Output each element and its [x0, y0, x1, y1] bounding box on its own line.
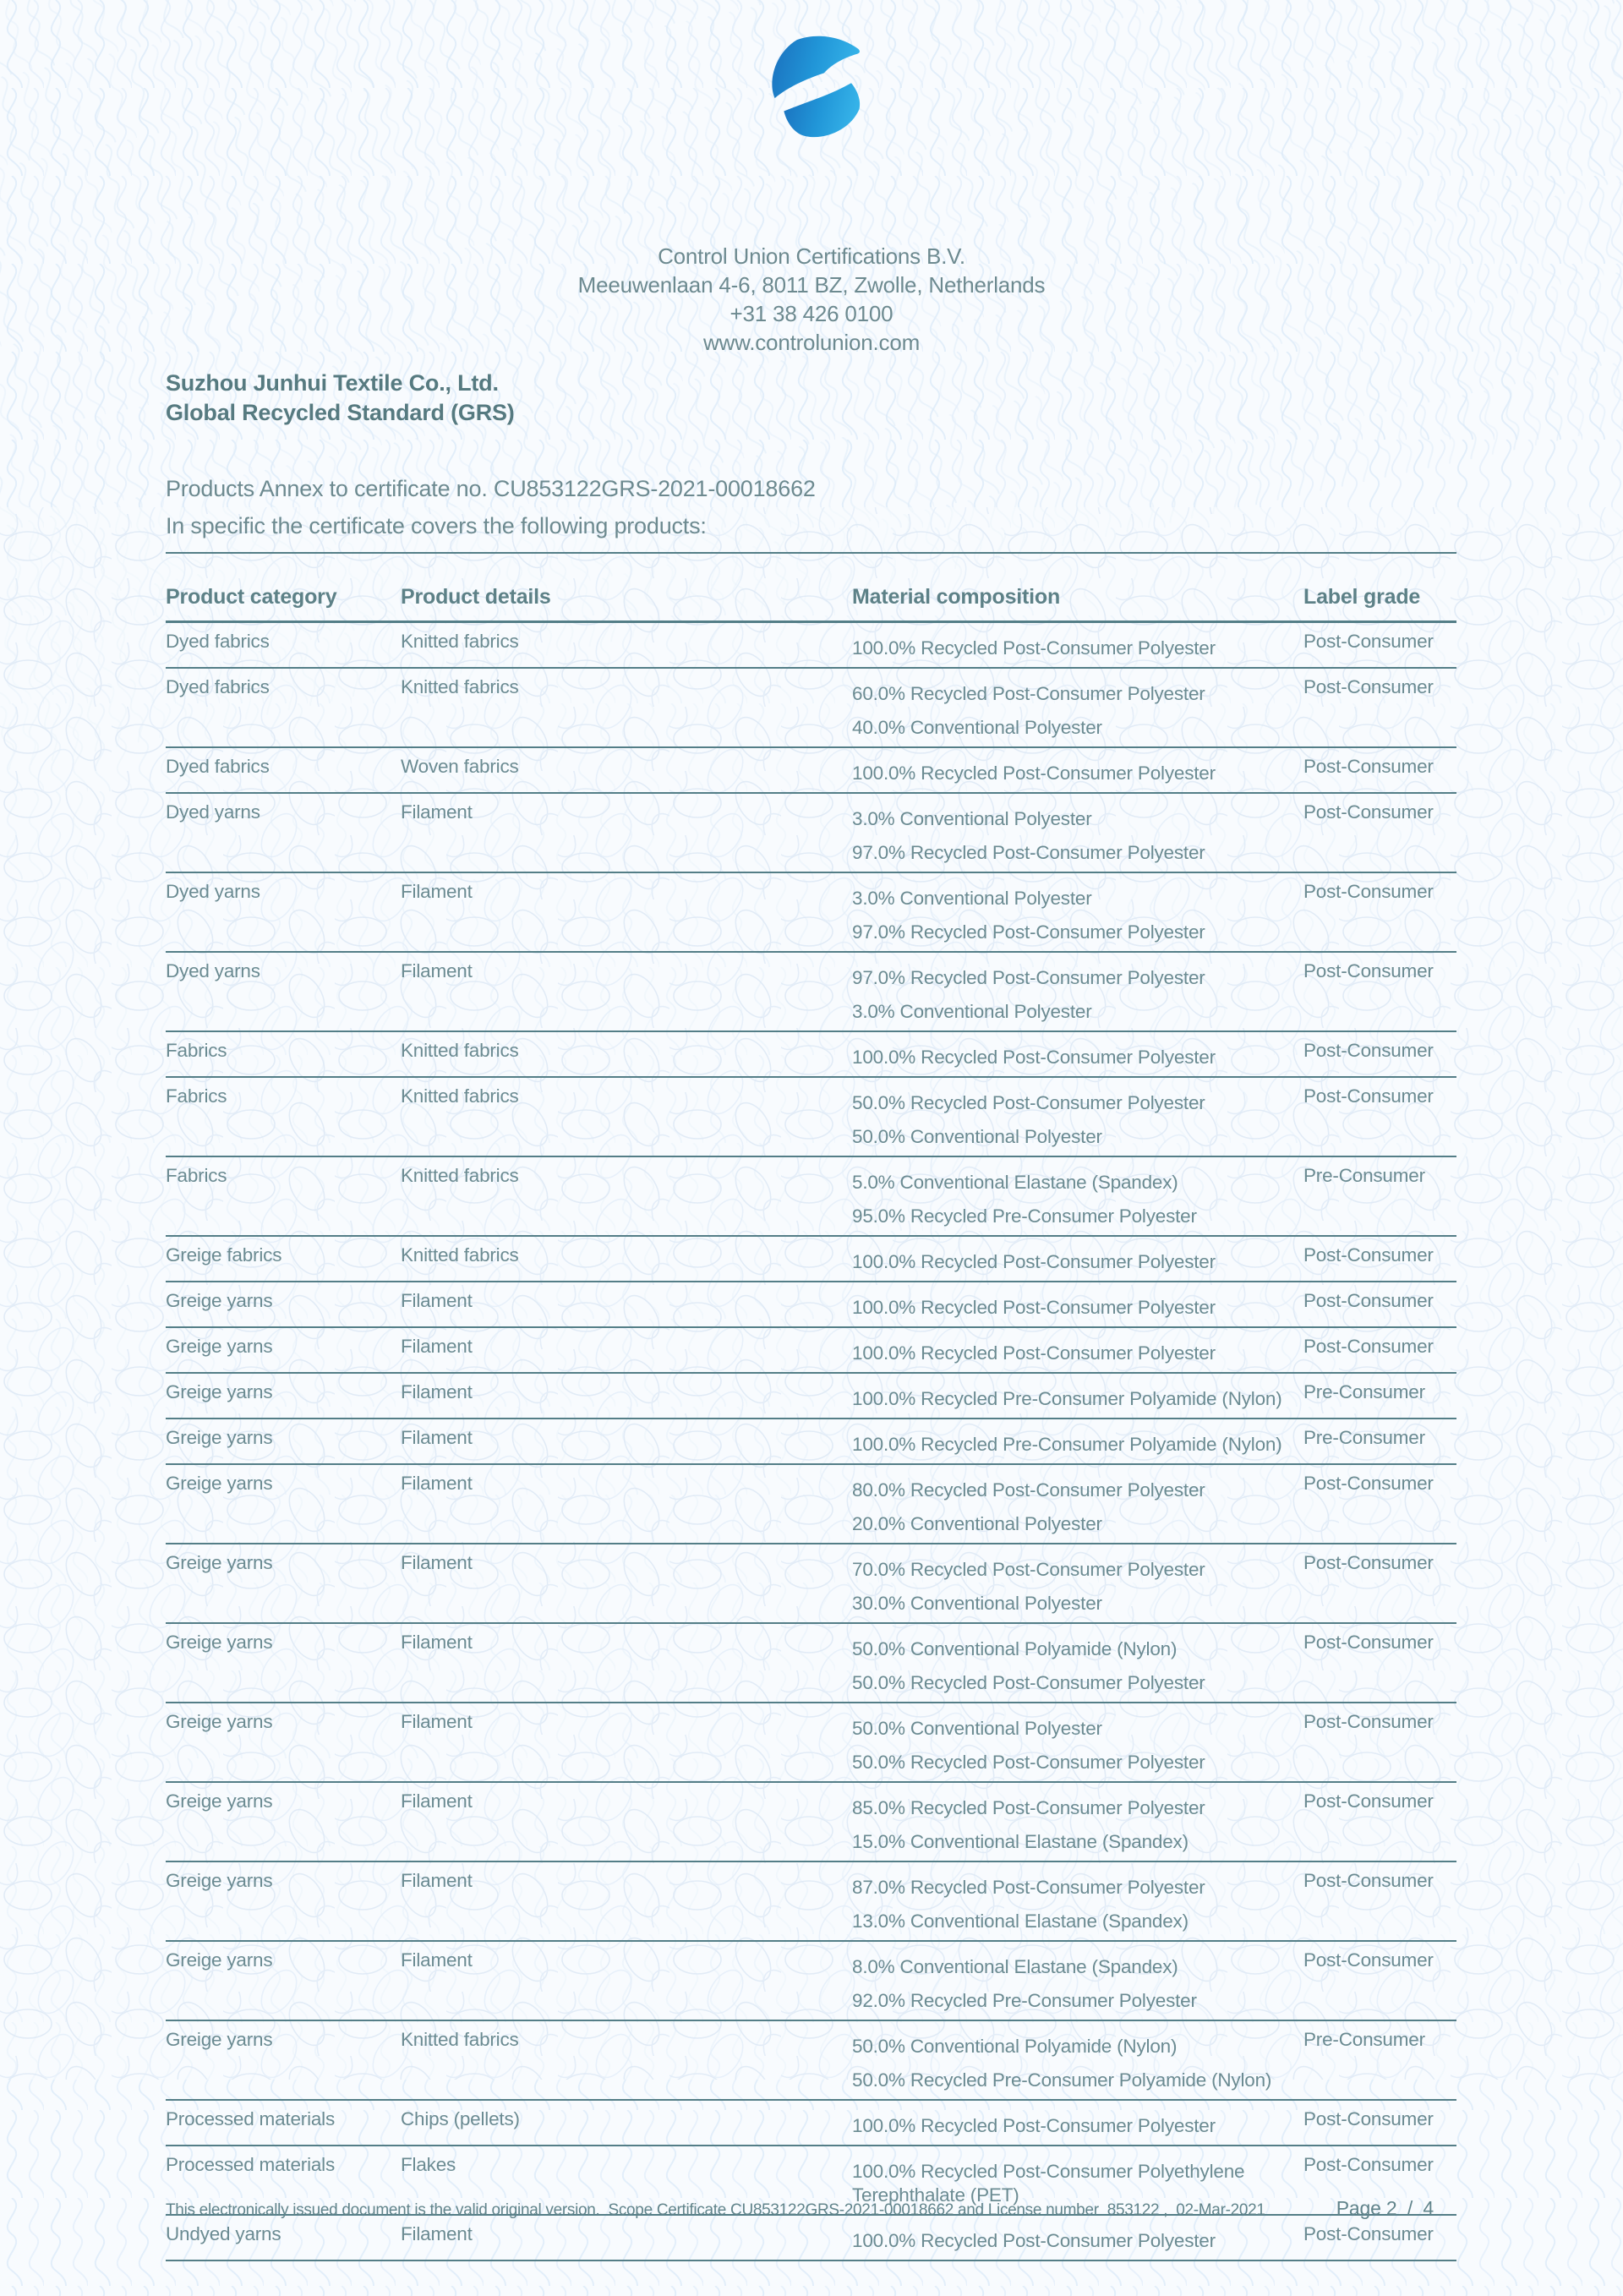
table-row [166, 1703, 1456, 1782]
product-details-cell: Filament [401, 2223, 473, 2244]
label-grade-cell: Post-Consumer [1303, 1870, 1434, 1891]
composition-line: 50.0% Recycled Post-Consumer Polyester [852, 1672, 1205, 1693]
issuer-address-line: Meeuwenlaan 4-6, 8011 BZ, Zwolle, Netherlands [577, 272, 1046, 298]
label-grade-cell: Post-Consumer [1303, 676, 1434, 697]
product-details-cell: Filament [401, 1427, 473, 1448]
table-row [166, 1623, 1456, 1703]
product-category-cell: Greige yarns [166, 1290, 273, 1311]
product-details-cell: Filament [401, 960, 473, 981]
certificate-holder-block [166, 369, 515, 428]
material-composition-cell [852, 1236, 1303, 1282]
table-header-row [166, 553, 1456, 622]
material-composition-cell [852, 1941, 1303, 2020]
label-grade-cell: Post-Consumer [1303, 2154, 1434, 2175]
annex-subtitle: In specific the certificate covers the following products: [166, 513, 707, 538]
label-grade-cell: Post-Consumer [1303, 1085, 1434, 1107]
label-grade-cell: Pre-Consumer [1303, 1381, 1425, 1402]
material-composition-cell [852, 1419, 1303, 1464]
label-grade-cell: Post-Consumer [1303, 2223, 1434, 2244]
table-row [166, 1544, 1456, 1623]
composition-line: 100.0% Recycled Post-Consumer Polyester [852, 1297, 1216, 1318]
product-category-cell: Greige yarns [166, 1552, 273, 1573]
composition-line: 92.0% Recycled Pre-Consumer Polyester [852, 1990, 1197, 2011]
product-category-cell: Dyed fabrics [166, 631, 270, 652]
composition-line: 100.0% Recycled Post-Consumer Polyester [852, 1251, 1216, 1272]
table-row [166, 1419, 1456, 1464]
issuer-address-line: +31 38 426 0100 [730, 301, 893, 326]
product-details-cell: Knitted fabrics [401, 631, 519, 652]
composition-line: 85.0% Recycled Post-Consumer Polyester [852, 1797, 1205, 1818]
product-category-cell: Greige yarns [166, 1427, 273, 1448]
material-composition-cell [852, 1703, 1303, 1782]
annex-title: Products Annex to certificate no. CU853122GRS-2021-00018662 [166, 476, 816, 501]
material-composition-cell [852, 622, 1303, 669]
composition-line: 70.0% Recycled Post-Consumer Polyester [852, 1559, 1205, 1580]
material-composition-cell [852, 2215, 1303, 2260]
label-grade-cell: Pre-Consumer [1303, 1165, 1425, 1186]
product-category-cell: Greige yarns [166, 1473, 273, 1494]
product-details-cell: Knitted fabrics [401, 1244, 519, 1266]
label-grade-cell: Post-Consumer [1303, 1290, 1434, 1311]
composition-line: 50.0% Conventional Polyester [852, 1718, 1102, 1739]
product-details-cell: Knitted fabrics [401, 1085, 519, 1107]
label-grade-cell: Post-Consumer [1303, 756, 1434, 777]
product-category-cell: Fabrics [166, 1165, 227, 1186]
product-category-cell: Greige yarns [166, 1711, 273, 1732]
material-composition-cell [852, 1031, 1303, 1077]
page-indicator: Page 2 / 4 [1336, 2197, 1434, 2219]
table-row [166, 747, 1456, 793]
control-union-logo [763, 34, 865, 140]
composition-line: 3.0% Conventional Polyester [852, 1001, 1092, 1022]
table-row [166, 1861, 1456, 1941]
composition-line: 100.0% Recycled Post-Consumer Polyethylene Terephthalate (PET) [852, 2161, 1245, 2206]
holder-name: Suzhou Junhui Textile Co., Ltd. [166, 370, 499, 396]
composition-line: 5.0% Conventional Elastane (Spandex) [852, 1172, 1178, 1193]
composition-line: 13.0% Conventional Elastane (Spandex) [852, 1911, 1189, 1932]
product-category-cell: Dyed yarns [166, 881, 260, 902]
table-row [166, 1236, 1456, 1282]
label-grade-cell: Post-Consumer [1303, 1949, 1434, 1971]
issuer-address-block [0, 242, 1623, 357]
col-header-product-category: Product category [166, 585, 337, 609]
table-row [166, 1327, 1456, 1373]
label-grade-cell: Post-Consumer [1303, 1552, 1434, 1573]
table-row [166, 872, 1456, 952]
material-composition-cell [852, 793, 1303, 872]
col-header-material-composition: Material composition [852, 585, 1061, 609]
composition-line: 3.0% Conventional Polyester [852, 888, 1092, 909]
material-composition-cell [852, 1282, 1303, 1327]
control-union-logo-icon [763, 34, 865, 140]
product-details-cell: Filament [401, 1381, 473, 1402]
label-grade-cell: Post-Consumer [1303, 881, 1434, 902]
product-category-cell: Fabrics [166, 1040, 227, 1061]
material-composition-cell [852, 1373, 1303, 1419]
issuer-address-line: Control Union Certifications B.V. [658, 243, 965, 269]
composition-line: 100.0% Recycled Pre-Consumer Polyamide (Nylon) [852, 1388, 1282, 1409]
material-composition-cell [852, 1464, 1303, 1544]
table-row [166, 2100, 1456, 2146]
product-category-cell: Greige yarns [166, 1336, 273, 1357]
product-details-cell: Knitted fabrics [401, 1165, 519, 1186]
product-details-cell: Knitted fabrics [401, 2029, 519, 2050]
composition-line: 87.0% Recycled Post-Consumer Polyester [852, 1877, 1205, 1898]
label-grade-cell: Post-Consumer [1303, 1244, 1434, 1266]
composition-line: 20.0% Conventional Polyester [852, 1513, 1102, 1534]
product-details-cell: Knitted fabrics [401, 676, 519, 697]
page-footer [166, 2197, 1434, 2220]
table-row [166, 668, 1456, 747]
label-grade-cell: Post-Consumer [1303, 801, 1434, 823]
label-grade-cell: Post-Consumer [1303, 1336, 1434, 1357]
standard-name: Global Recycled Standard (GRS) [166, 400, 515, 425]
product-category-cell: Greige fabrics [166, 1244, 282, 1266]
composition-line: 50.0% Recycled Post-Consumer Polyester [852, 1752, 1205, 1773]
material-composition-cell [852, 872, 1303, 952]
table-row [166, 2215, 1456, 2260]
composition-line: 100.0% Recycled Post-Consumer Polyester [852, 763, 1216, 784]
composition-line: 40.0% Conventional Polyester [852, 717, 1102, 738]
product-category-cell: Greige yarns [166, 2029, 273, 2050]
composition-line: 50.0% Conventional Polyester [852, 1126, 1102, 1147]
composition-line: 100.0% Recycled Post-Consumer Polyester [852, 637, 1216, 659]
product-category-cell: Greige yarns [166, 1870, 273, 1891]
col-header-product-details: Product details [401, 585, 551, 609]
product-category-cell: Dyed fabrics [166, 676, 270, 697]
col-header-label-grade: Label grade [1303, 585, 1421, 609]
product-category-cell: Greige yarns [166, 1632, 273, 1653]
composition-line: 3.0% Conventional Polyester [852, 808, 1092, 829]
product-details-cell: Filament [401, 881, 473, 902]
material-composition-cell [852, 1544, 1303, 1623]
table-row [166, 793, 1456, 872]
material-composition-cell [852, 668, 1303, 747]
composition-line: 95.0% Recycled Pre-Consumer Polyester [852, 1205, 1197, 1227]
label-grade-cell: Post-Consumer [1303, 1473, 1434, 1494]
table-row [166, 1782, 1456, 1861]
product-category-cell: Processed materials [166, 2108, 336, 2129]
product-details-cell: Flakes [401, 2154, 456, 2175]
composition-line: 50.0% Conventional Polyamide (Nylon) [852, 2036, 1178, 2057]
product-category-cell: Dyed yarns [166, 801, 260, 823]
products-table [166, 552, 1456, 2261]
composition-line: 100.0% Recycled Post-Consumer Polyester [852, 2230, 1216, 2251]
product-details-cell: Knitted fabrics [401, 1040, 519, 1061]
table-row [166, 622, 1456, 669]
label-grade-cell: Post-Consumer [1303, 1040, 1434, 1061]
table-row [166, 1077, 1456, 1156]
label-grade-cell: Pre-Consumer [1303, 1427, 1425, 1448]
table-row [166, 1031, 1456, 1077]
material-composition-cell [852, 2020, 1303, 2100]
table-row [166, 1464, 1456, 1544]
product-details-cell: Filament [401, 1632, 473, 1653]
product-category-cell: Dyed yarns [166, 960, 260, 981]
material-composition-cell [852, 747, 1303, 793]
composition-line: 15.0% Conventional Elastane (Spandex) [852, 1831, 1189, 1852]
product-details-cell: Filament [401, 1336, 473, 1357]
composition-line: 100.0% Recycled Post-Consumer Polyester [852, 2115, 1216, 2136]
product-category-cell: Fabrics [166, 1085, 227, 1107]
table-row [166, 1373, 1456, 1419]
product-category-cell: Greige yarns [166, 1381, 273, 1402]
product-details-cell: Filament [401, 1473, 473, 1494]
label-grade-cell: Post-Consumer [1303, 960, 1434, 981]
material-composition-cell [852, 2100, 1303, 2146]
composition-line: 97.0% Recycled Post-Consumer Polyester [852, 921, 1205, 943]
composition-line: 100.0% Recycled Post-Consumer Polyester [852, 1342, 1216, 1364]
material-composition-cell [852, 1156, 1303, 1236]
issuer-address-line: www.controlunion.com [702, 330, 921, 355]
product-details-cell: Filament [401, 1290, 473, 1311]
product-category-cell: Greige yarns [166, 1949, 273, 1971]
product-details-cell: Filament [401, 1949, 473, 1971]
product-category-cell: Undyed yarns [166, 2223, 281, 2244]
table-row [166, 1282, 1456, 1327]
product-details-cell: Woven fabrics [401, 756, 519, 777]
material-composition-cell [852, 1077, 1303, 1156]
composition-line: 100.0% Recycled Post-Consumer Polyester [852, 1047, 1216, 1068]
composition-line: 60.0% Recycled Post-Consumer Polyester [852, 683, 1205, 704]
material-composition-cell [852, 952, 1303, 1031]
composition-line: 97.0% Recycled Post-Consumer Polyester [852, 967, 1205, 988]
label-grade-cell: Post-Consumer [1303, 1790, 1434, 1812]
validity-note: This electronically issued document is the valid original version. Scope Certificate CU853122GRS-2021-00018662 and License number 853122 , 02-Mar-2021 [166, 2201, 1265, 2219]
product-details-cell: Chips (pellets) [401, 2108, 520, 2129]
material-composition-cell [852, 1861, 1303, 1941]
composition-line: 30.0% Conventional Polyester [852, 1593, 1102, 1614]
table-row [166, 1156, 1456, 1236]
table-row [166, 952, 1456, 1031]
product-details-cell: Filament [401, 801, 473, 823]
composition-line: 97.0% Recycled Post-Consumer Polyester [852, 842, 1205, 863]
product-details-cell: Filament [401, 1711, 473, 1732]
composition-line: 50.0% Conventional Polyamide (Nylon) [852, 1638, 1178, 1659]
composition-line: 100.0% Recycled Pre-Consumer Polyamide (Nylon) [852, 1434, 1282, 1455]
composition-line: 50.0% Recycled Pre-Consumer Polyamide (Nylon) [852, 2069, 1272, 2091]
label-grade-cell: Post-Consumer [1303, 631, 1434, 652]
composition-line: 80.0% Recycled Post-Consumer Polyester [852, 1479, 1205, 1501]
product-details-cell: Filament [401, 1552, 473, 1573]
table-row [166, 1941, 1456, 2020]
composition-line: 50.0% Recycled Post-Consumer Polyester [852, 1092, 1205, 1113]
material-composition-cell [852, 1623, 1303, 1703]
product-category-cell: Dyed fabrics [166, 756, 270, 777]
label-grade-cell: Pre-Consumer [1303, 2029, 1425, 2050]
product-details-cell: Filament [401, 1790, 473, 1812]
material-composition-cell [852, 1782, 1303, 1861]
table-row [166, 2020, 1456, 2100]
product-category-cell: Greige yarns [166, 1790, 273, 1812]
label-grade-cell: Post-Consumer [1303, 1711, 1434, 1732]
annex-intro [166, 470, 816, 544]
product-category-cell: Processed materials [166, 2154, 336, 2175]
composition-line: 8.0% Conventional Elastane (Spandex) [852, 1956, 1178, 1977]
label-grade-cell: Post-Consumer [1303, 1632, 1434, 1653]
material-composition-cell [852, 1327, 1303, 1373]
product-details-cell: Filament [401, 1870, 473, 1891]
label-grade-cell: Post-Consumer [1303, 2108, 1434, 2129]
